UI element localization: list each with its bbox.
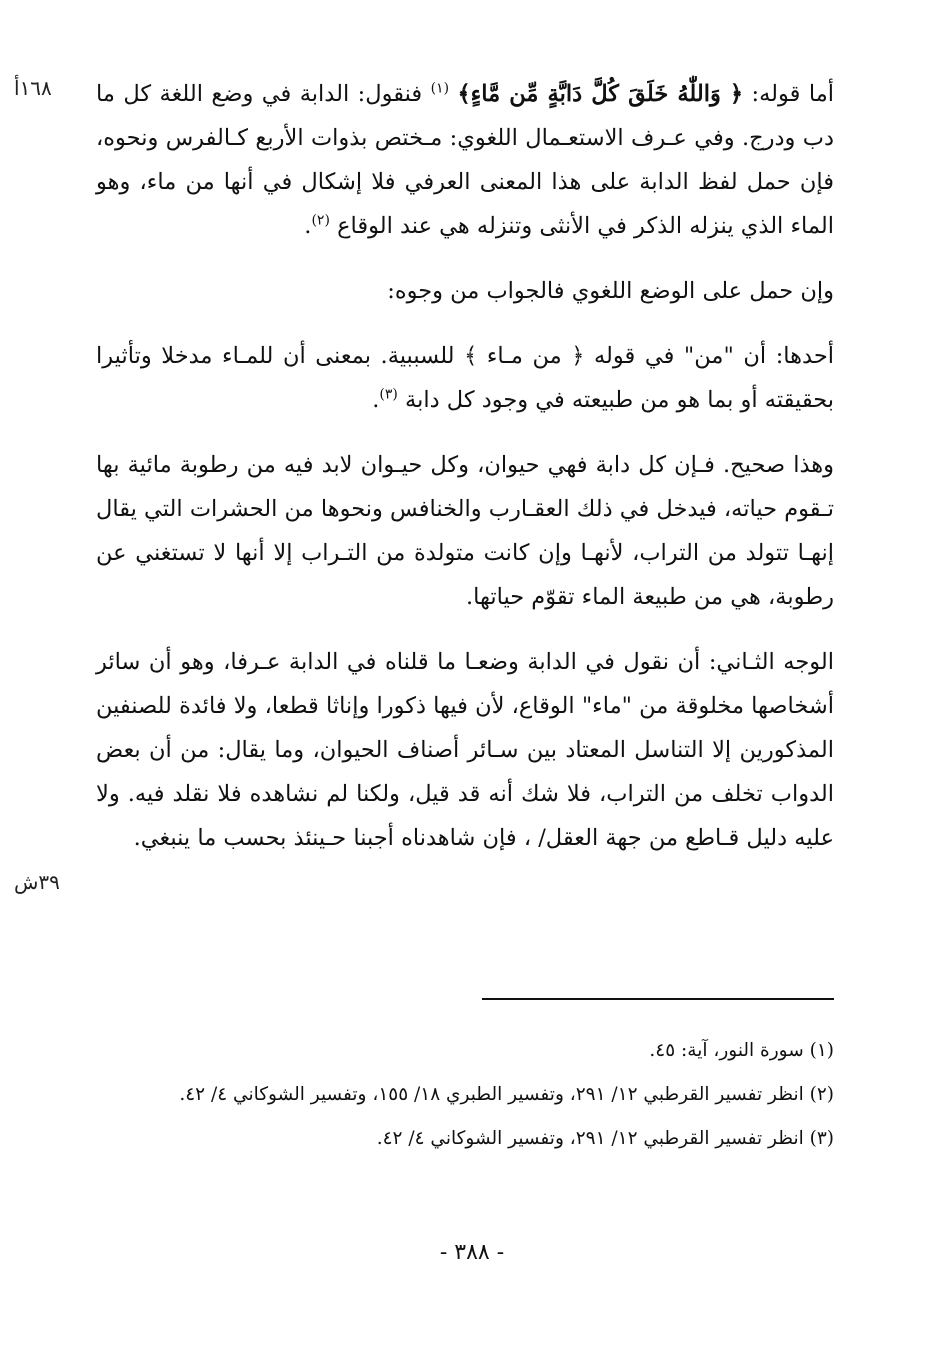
footnote-marker: (٣) bbox=[379, 386, 398, 403]
quran-verse: ﴿ وَاللّٰهُ خَلَقَ كُلَّ دَابَّةٍ مِّن مَّاءٍ﴾ bbox=[457, 81, 744, 107]
paragraph-text: وإن حمل على الوضع اللغوي فالجواب من وجوه: bbox=[387, 278, 834, 304]
footnote-marker: (٢) bbox=[311, 212, 330, 229]
paragraph-lead: أما قوله: bbox=[743, 81, 835, 107]
footnote-item: (٣) انظر تفسير القرطبي ١٢/ ٢٩١، وتفسير الشوكاني ٤/ ٤٢. bbox=[376, 1128, 834, 1149]
paragraph-text: أحدها: أن "من" في قوله ﴿ من مـاء ﴾ للسببية. بمعنى أن للمـاء مدخلا وتأثيرا بحقيقته أو بما هو من طبيعته في وجود كل دابة bbox=[96, 343, 834, 413]
paragraph-text: وهذا صحيح. فـإن كل دابة فهي حيوان، وكل حيـوان لابد فيه من رطوبة مائية بها تـقوم حياته، فيدخل في ذلك العقـارب والخنافس ونحوها من الحشرات التي يقال إنهـا تتولد من التراب، لأنهـا وإن كانت متولدة من التـراب إلا أنها لا تستغني عن رطوبة، هي من طبيعة الماء تقوّم حياتها. bbox=[96, 452, 834, 610]
body-text bbox=[96, 72, 834, 881]
footnote-divider bbox=[482, 998, 834, 1000]
page-number: - ٣٨٨ - bbox=[439, 1240, 505, 1265]
paragraph-4 bbox=[96, 443, 834, 619]
footnote-marker: (١) bbox=[430, 80, 450, 97]
paragraph-text: الوجه الثـاني: أن نقول في الدابة وضعـا ما قلناه في الدابة عـرفا، وهو أن سائر أشخاصها مخلوقة من "ماء" الوقاع، لأن فيها ذكورا وإناثا قطعا، ولا فائدة للصنفين المذكورين إلا التناسل المعتاد بين سـائر أصناف الحيوان، وما يقال: من أن بعض الدواب تخلف من التراب، فلا شك أنه قد قيل، ولكنا لم نشاهده فلا نقلد فيه. ولا عليه دليل قـاطع من جهة العقل/ ، فإن شاهدناه أجبنا حـينئذ بحسب ما ينبغي. bbox=[96, 649, 834, 851]
footnote-item: (٢) انظر تفسير القرطبي ١٢/ ٢٩١، وتفسير الطبري ١٨/ ١٥٥، وتفسير الشوكاني ٤/ ٤٢. bbox=[179, 1084, 834, 1105]
margin-folio-note: ٣٩ش bbox=[14, 870, 60, 894]
paragraph-end: . bbox=[304, 213, 312, 239]
footnotes bbox=[150, 1040, 834, 1172]
margin-folio-note: ١٦٨أ bbox=[14, 76, 52, 100]
paragraph-1 bbox=[96, 72, 834, 248]
footnote-item: (١) سورة النور، آية: ٤٥. bbox=[649, 1040, 834, 1061]
paragraph-3 bbox=[96, 334, 834, 422]
paragraph-text: فنقول: الدابة في وضع اللغة كل ما دب ودرج. وفي عـرف الاستعـمال اللغوي: مـختص بذوات الأربع كـالفرس ونحوه، فإن حمل لفظ الدابة على هذا المعنى العرفي فلا إشكال في أنها من ماء، وهو الماء الذي ينزله الذكر في الأنثى وتنزله هي عند الوقاع bbox=[96, 81, 834, 239]
paragraph-2 bbox=[96, 269, 834, 313]
paragraph-end: . bbox=[372, 387, 380, 413]
paragraph-5 bbox=[96, 640, 834, 860]
